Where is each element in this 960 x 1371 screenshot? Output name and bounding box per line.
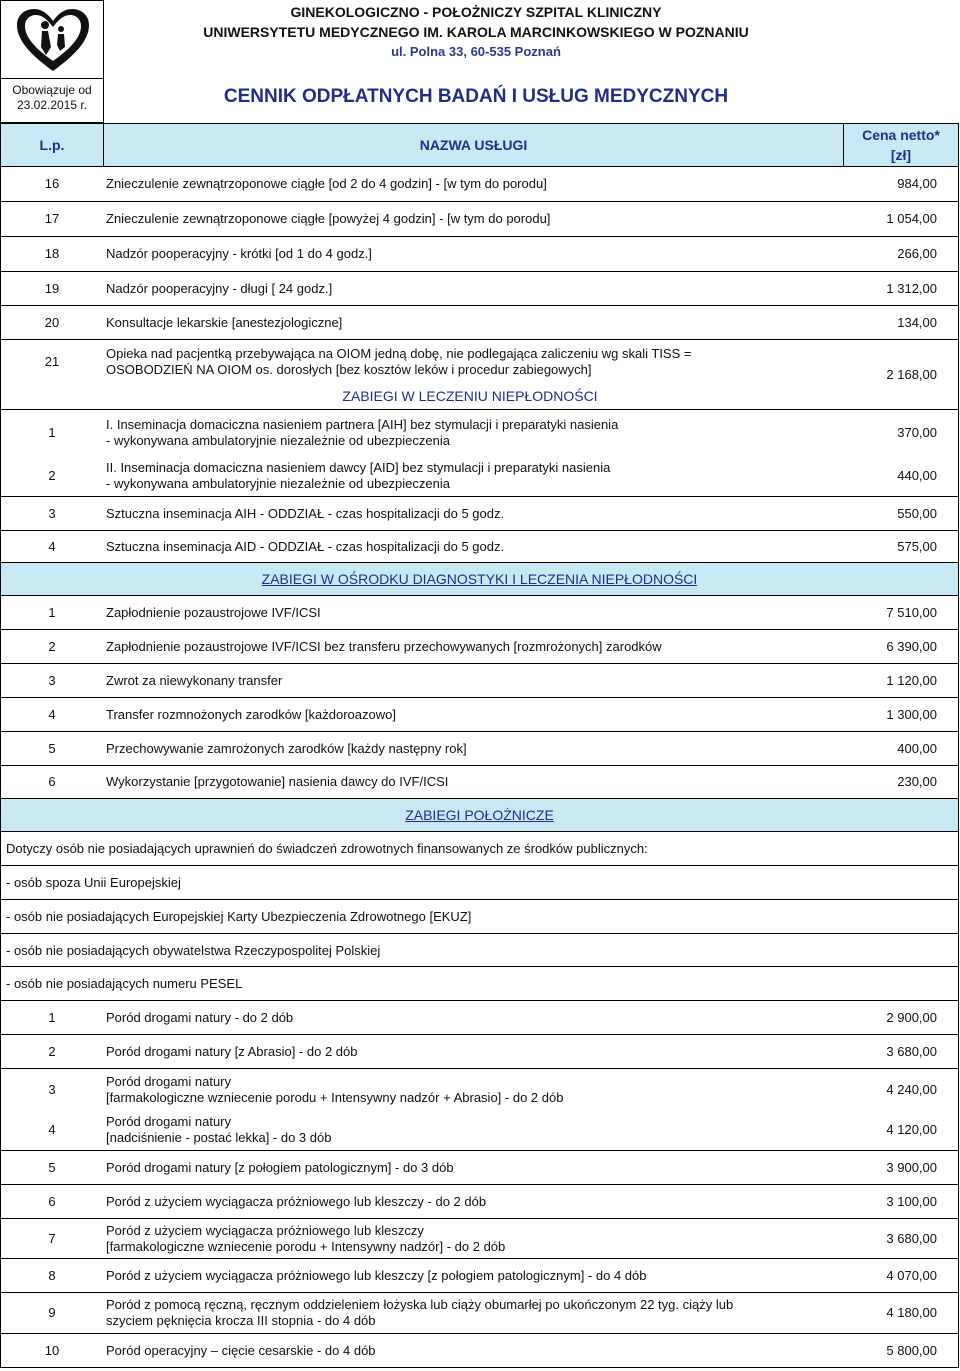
- row-price: 3 100,00: [886, 1193, 937, 1209]
- row-name-line2: [farmakologiczne wzniecenie porodu + Intensywny nadzór] - do 2 dób: [106, 1238, 506, 1254]
- row-name: [106, 1293, 836, 1333]
- table-row: [0, 1001, 959, 1035]
- row-name: [106, 1001, 836, 1034]
- row-name: Zapłodnienie pozaustrojowe IVF/ICSI: [106, 604, 321, 620]
- note-line: - osób nie posiadających numeru PESEL: [0, 967, 959, 1001]
- row-name: Wykorzystanie [przygotowanie] nasienia dawcy do IVF/ICSI: [106, 774, 449, 789]
- row-price: 575,00: [897, 538, 937, 554]
- row-lp: 3: [48, 672, 56, 688]
- row-lp: 8: [48, 1267, 56, 1283]
- table-row: [0, 732, 959, 766]
- hospital-logo: [0, 0, 104, 79]
- table-row: [0, 664, 959, 698]
- column-header-price-line1: Cena netto*: [862, 127, 940, 143]
- row-lp: 7: [48, 1230, 56, 1246]
- row-price: 266,00: [897, 246, 937, 261]
- row-name: [106, 410, 836, 455]
- row-name: Sztuczna inseminacja AIH - ODDZIAŁ - czas hospitalizacji do 5 godz.: [106, 505, 505, 521]
- row-price: 1 120,00: [886, 672, 937, 688]
- row-lp: 18: [44, 246, 60, 261]
- row-name: Sztuczna inseminacja AID - ODDZIAŁ - czas hospitalizacji do 5 godz.: [106, 538, 505, 554]
- row-lp: 5: [48, 1159, 56, 1175]
- row-name-line1: Poród drogami natury - do 2 dób: [106, 1009, 294, 1025]
- table-row: [0, 630, 959, 664]
- document-title: CENNIK ODPŁATNYCH BADAŃ I USŁUG MEDYCZNYCH: [223, 86, 729, 107]
- column-header-lp: L.p.: [0, 123, 104, 167]
- row-price: 1 300,00: [886, 706, 937, 722]
- row-lp: 2: [48, 638, 56, 654]
- hospital-address: ul. Polna 33, 60-535 Poznań: [391, 44, 561, 59]
- row-lp: 1: [48, 1009, 56, 1025]
- table-border-left: [0, 167, 1, 1368]
- row-name: Konsultacje lekarskie [anestezjologiczne]: [106, 314, 343, 330]
- row-name-line1: Poród drogami natury: [106, 1114, 232, 1129]
- row-name: Transfer rozmnożonych zarodków [każdoroazowo]: [106, 706, 396, 722]
- row-name-line1: Poród drogami natury [z Abrasio] - do 2 dób: [106, 1043, 358, 1059]
- row-name-line1: Poród drogami natury: [106, 1073, 232, 1089]
- row-lp: 4: [48, 706, 56, 722]
- note-line: - osób nie posiadających Europejskiej Karty Ubezpieczenia Zdrowotnego [EKUZ]: [0, 900, 959, 934]
- row-lp: 19: [44, 280, 60, 296]
- row-name: Znieczulenie zewnątrzoponowe ciągłe [powyżej 4 godzin] - [w tym do porodu]: [106, 211, 551, 226]
- row-name: Zapłodnienie pozaustrojowe IVF/ICSI bez transferu przechowywanych [rozmrożonych] zarodków: [106, 638, 662, 654]
- row-name: Zwrot za niewykonany transfer: [106, 672, 283, 688]
- table-row: [0, 766, 959, 798]
- row-name-line1: II. Inseminacja domaciczna nasieniem dawcy [AID] bez stymulacji i preparatyki nasienia: [106, 459, 611, 475]
- row-name: Nadzór pooperacyjny - krótki [od 1 do 4 godz.]: [106, 246, 372, 261]
- row-name: [106, 1219, 836, 1258]
- row-lp: 16: [44, 176, 60, 191]
- table-row: [0, 531, 959, 562]
- row-name-line1: I. Inseminacja domaciczna nasieniem partnera [AIH] bez stymulacji i preparatyki nasienia: [106, 416, 619, 432]
- row-name: Przechowywanie zamrożonych zarodków [każdy następny rok]: [106, 740, 467, 756]
- table-row: [0, 1151, 959, 1185]
- row-price: 2 168,00: [886, 366, 937, 382]
- row-lp: 4: [48, 1122, 56, 1137]
- table-row: [0, 1110, 959, 1151]
- table-row: [0, 455, 959, 497]
- row-name-line2: [nadciśnienie - postać lekka] - do 3 dób: [106, 1130, 332, 1145]
- row-price: 134,00: [897, 314, 937, 330]
- row-price: 7 510,00: [886, 604, 937, 620]
- table-row: [0, 1293, 959, 1334]
- document-header: [0, 0, 959, 166]
- row-name-line2: OSOBODZIEŃ NA OIOM os. dorosłych [bez kosztów leków i procedur zabiegowych]: [106, 362, 592, 377]
- row-name: [106, 1151, 836, 1184]
- note-line: - osób nie posiadających obywatelstwa Rzeczypospolitej Polskiej: [0, 934, 959, 967]
- row-price: 984,00: [897, 176, 937, 191]
- row-lp: 6: [48, 774, 56, 789]
- row-lp: 10: [44, 1342, 60, 1358]
- table-row: [0, 1035, 959, 1069]
- table-row: [0, 497, 959, 531]
- row-name-line1: Poród z użyciem wyciągacza próżniowego lub kleszczy [z połogiem patologicznym] - do 4 dób: [106, 1267, 647, 1283]
- row-lp: 2: [48, 467, 56, 483]
- row-name: [106, 1069, 836, 1110]
- row-price: 1 312,00: [886, 280, 937, 296]
- row-price: 230,00: [897, 774, 937, 789]
- effective-date-box: [0, 79, 104, 123]
- table-row: [0, 410, 959, 455]
- table-row: [0, 237, 959, 272]
- row-lp: 9: [48, 1305, 56, 1320]
- row-price: 550,00: [897, 505, 937, 521]
- table-row: [0, 202, 959, 237]
- row-name: [106, 340, 836, 384]
- table-row: [0, 596, 959, 630]
- table-row: [0, 1185, 959, 1219]
- row-price: 1 054,00: [886, 211, 937, 226]
- row-name-line1: Poród z użyciem wyciągacza próżniowego lub kleszczy: [106, 1222, 424, 1238]
- row-name: [106, 1035, 836, 1068]
- row-lp: 4: [48, 538, 56, 554]
- column-header-name: NAZWA USŁUGI: [103, 123, 844, 167]
- row-name: Znieczulenie zewnątrzoponowe ciągłe [od 2 do 4 godzin] - [w tym do porodu]: [106, 176, 547, 191]
- row-name-line1: Poród drogami natury [z połogiem patologicznym] - do 3 dób: [106, 1159, 454, 1175]
- row-name: [106, 1110, 836, 1150]
- row-name-line1: Poród z użyciem wyciągacza próżniowego lub kleszczy - do 2 dób: [106, 1193, 487, 1209]
- row-price: 4 180,00: [886, 1305, 937, 1320]
- table-row: [0, 1259, 959, 1293]
- row-name-line1: Opieka nad pacjentką przebywająca na OIOM jedną dobę, nie podlegająca zaliczeniu wg skali TISS =: [106, 346, 692, 361]
- row-lp: 21: [44, 354, 60, 369]
- row-lp: 6: [48, 1193, 56, 1209]
- row-lp: 17: [44, 211, 60, 226]
- row-lp: 20: [44, 314, 60, 330]
- heart-logo-icon: [15, 7, 91, 73]
- row-price: 3 680,00: [886, 1230, 937, 1246]
- row-lp: 3: [48, 1081, 56, 1097]
- row-price: 440,00: [897, 467, 937, 483]
- row-price: 4 120,00: [886, 1122, 937, 1137]
- table-row: [0, 1069, 959, 1110]
- note-line: Dotyczy osób nie posiadających uprawnień do świadczeń zdrowotnych finansowanych ze środków publicznych:: [0, 832, 959, 866]
- row-name: [106, 1259, 836, 1292]
- row-price: 2 900,00: [886, 1009, 937, 1025]
- row-price: 4 240,00: [886, 1081, 937, 1097]
- row-name-line2: - wykonywana ambulatoryjnie niezależnie od ubezpieczenia: [106, 475, 450, 491]
- row-price: 4 070,00: [886, 1267, 937, 1283]
- row-lp: 1: [48, 604, 56, 620]
- row-lp: 1: [48, 424, 56, 440]
- note-line: - osób spoza Unii Europejskiej: [0, 866, 959, 900]
- row-price: 6 390,00: [886, 638, 937, 654]
- row-price: 3 680,00: [886, 1043, 937, 1059]
- row-name-line1: Poród z pomocą ręczną, ręcznym oddzieleniem łożyska lub ciąży obumarłej po ukończonym 22 tyg. ciąży lub: [106, 1297, 734, 1312]
- table-row: [0, 272, 959, 306]
- column-header-price: [843, 123, 959, 167]
- row-lp: 3: [48, 505, 56, 521]
- section-obstetric: [0, 798, 959, 832]
- row-lp: 2: [48, 1043, 56, 1059]
- row-price: 5 800,00: [886, 1342, 937, 1358]
- table-row: [0, 167, 959, 202]
- row-name: [106, 1334, 836, 1367]
- row-name-line2: - wykonywana ambulatoryjnie niezależnie od ubezpieczenia: [106, 432, 450, 448]
- effective-date: 23.02.2015 r.: [16, 98, 88, 112]
- column-header-price-line2: [zł]: [890, 147, 912, 163]
- row-price: 3 900,00: [886, 1159, 937, 1175]
- row-price: 400,00: [897, 740, 937, 756]
- section-obstetric-label: ZABIEGI POŁOŻNICZE: [405, 807, 554, 823]
- section-center: [0, 562, 959, 596]
- table-row: [0, 306, 959, 340]
- hospital-line2: UNIWERSYTETU MEDYCZNEGO IM. KAROLA MARCINKOWSKIEGO W POZNANIU: [203, 24, 749, 40]
- section-center-label: ZABIEGI W OŚRODKU DIAGNOSTYKI I LECZENIA NIEPŁODNOŚCI: [261, 571, 698, 587]
- row-name: [106, 1185, 836, 1218]
- row-price: 370,00: [897, 424, 937, 440]
- row-name: [106, 455, 836, 496]
- table-row: [0, 698, 959, 732]
- row-name: Nadzór pooperacyjny - długi [ 24 godz.]: [106, 280, 333, 296]
- table-border-right: [958, 123, 959, 1368]
- row-name-line2: szyciem pęknięcia krocza III stopnia - do 4 dób: [106, 1313, 376, 1328]
- section-infertility: ZABIEGI W LECZENIU NIEPŁODNOŚCI: [105, 384, 835, 408]
- table-row: [0, 1219, 959, 1259]
- effective-label: Obowiązuje od: [12, 83, 92, 97]
- hospital-name: [105, 2, 847, 62]
- row-lp: 5: [48, 740, 56, 756]
- table-row: [0, 1334, 959, 1368]
- hospital-line1: GINEKOLOGICZNO - POŁOŻNICZY SZPITAL KLINICZNY: [290, 4, 662, 20]
- row-name-line1: Poród operacyjny – cięcie cesarskie - do 4 dób: [106, 1342, 376, 1358]
- row-name-line2: [farmakologiczne wzniecenie porodu + Intensywny nadzór + Abrasio] - do 2 dób: [106, 1089, 564, 1105]
